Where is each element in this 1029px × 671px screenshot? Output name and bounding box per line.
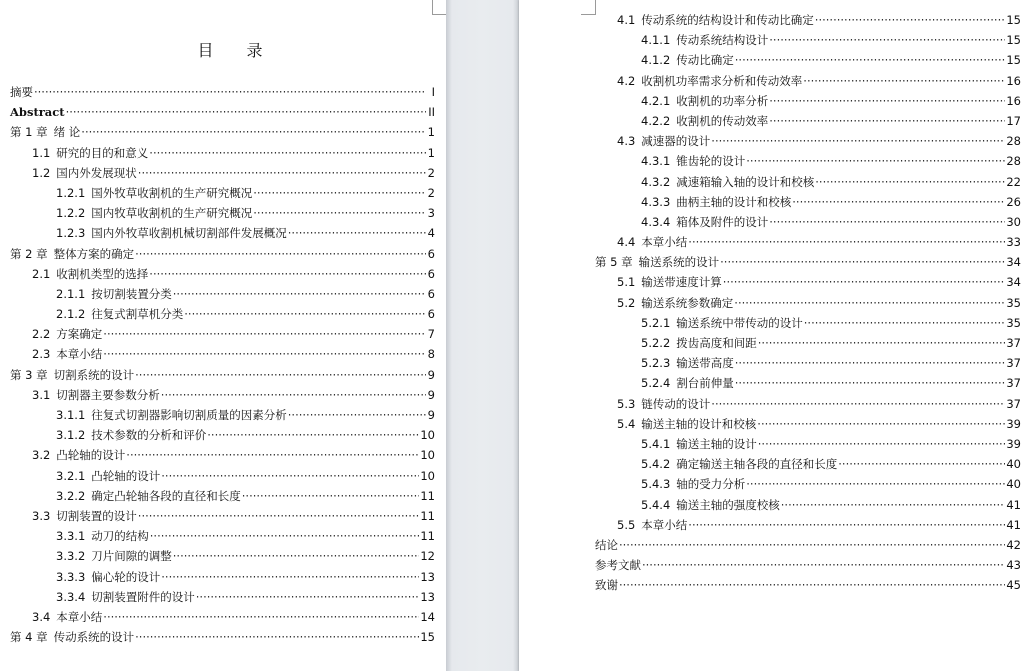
- toc-entry-number: 2.2: [32, 327, 51, 342]
- toc-page-number: 42: [1006, 537, 1021, 552]
- toc-page-number: 11: [420, 508, 435, 523]
- toc-entry[interactable]: [10, 365, 435, 385]
- toc-dot-leader: [184, 304, 426, 324]
- toc-entry-number: 3.3.4: [56, 589, 86, 604]
- toc-entry[interactable]: [595, 474, 1021, 494]
- toc-entry-number: 4.3.2: [641, 174, 671, 189]
- toc-entry-number: 2.1.2: [56, 307, 86, 322]
- toc-entry[interactable]: [10, 567, 435, 587]
- toc-entry-label: 箱体及附件的设计: [676, 214, 769, 229]
- toc-page-number: 11: [420, 488, 435, 503]
- toc-entry-number: 5.4.1: [641, 436, 671, 451]
- toc-entry[interactable]: [10, 284, 435, 304]
- toc-entry-label: Abstract: [10, 105, 65, 120]
- toc-entry[interactable]: [10, 445, 435, 465]
- toc-entry[interactable]: [595, 252, 1021, 272]
- toc-entry-label: 方案确定: [56, 327, 103, 342]
- toc-entry-number: 3.2: [32, 448, 51, 463]
- toc-dot-leader: [769, 111, 1005, 131]
- toc-page-number: 34: [1006, 255, 1021, 270]
- toc-entry[interactable]: [595, 394, 1021, 414]
- toc-entry-number: 4.3.4: [641, 214, 671, 229]
- toc-entry-number: 4.3: [617, 134, 636, 149]
- toc-page-number: 10: [420, 468, 435, 483]
- toc-page-number: 41: [1006, 497, 1021, 512]
- toc-entry-label: 链传动的设计: [641, 396, 711, 411]
- toc-page-number: 37: [1006, 376, 1021, 391]
- toc-page-number: 12: [420, 549, 435, 564]
- toc-page-number: 28: [1006, 154, 1021, 169]
- document-page-right: [519, 0, 1029, 671]
- toc-dot-leader: [642, 555, 1005, 575]
- toc-entry-label: 偏心轮的设计: [91, 569, 161, 584]
- toc-entry[interactable]: [10, 506, 435, 526]
- toc-dot-leader: [758, 434, 1006, 454]
- toc-entry[interactable]: [10, 486, 435, 506]
- toc-entry[interactable]: [595, 313, 1021, 333]
- toc-page-number: 40: [1006, 477, 1021, 492]
- toc-dot-leader: [103, 607, 419, 627]
- toc-entry-number: 3.1: [32, 387, 51, 402]
- toc-entry-label: 曲柄主轴的设计和校核: [676, 194, 792, 209]
- toc-dot-leader: [804, 313, 1006, 333]
- toc-entry[interactable]: [595, 50, 1021, 70]
- toc-page-number: 2: [427, 185, 435, 200]
- page-corner-mark: [432, 0, 446, 15]
- toc-page-number: 15: [1006, 53, 1021, 68]
- toc-entry-number: 3.1.1: [56, 408, 86, 422]
- toc-entry[interactable]: [595, 414, 1021, 434]
- toc-dot-leader: [34, 82, 426, 102]
- toc-page-number: 15: [1006, 33, 1021, 48]
- toc-dot-leader: [253, 203, 426, 223]
- toc-entry[interactable]: [10, 102, 435, 122]
- toc-entry-label: 锥齿轮的设计: [676, 154, 746, 169]
- toc-entry-number: 4.1.1: [641, 33, 671, 48]
- toc-dot-leader: [103, 344, 426, 364]
- toc-entry[interactable]: [595, 212, 1021, 232]
- toc-page-number: 15: [420, 630, 435, 645]
- toc-entry[interactable]: [595, 434, 1021, 454]
- toc-entry[interactable]: [595, 515, 1021, 535]
- toc-dot-leader: [815, 10, 1006, 30]
- toc-entry-label: 确定输送主轴各段的直径和长度: [676, 457, 838, 472]
- toc-entry[interactable]: [595, 293, 1021, 313]
- toc-entry[interactable]: [595, 30, 1021, 50]
- toc-page-number: 9: [427, 387, 435, 402]
- toc-dot-leader: [711, 131, 1005, 151]
- toc-entry-number: 1.2: [32, 165, 51, 180]
- toc-entry-label: 收割机类型的选择: [56, 266, 149, 281]
- toc-entry[interactable]: [10, 526, 435, 546]
- toc-entry[interactable]: [10, 223, 435, 243]
- toc-entry[interactable]: [595, 495, 1021, 515]
- toc-entry-label: 确定凸轮轴各段的直径和长度: [91, 488, 241, 503]
- toc-dot-leader: [161, 466, 419, 486]
- toc-entry-label: 传动比确定: [676, 53, 734, 68]
- toc-dot-leader: [781, 495, 1006, 515]
- toc-dot-leader: [735, 50, 1006, 70]
- toc-dot-leader: [138, 163, 426, 183]
- toc-dot-leader: [135, 365, 426, 385]
- toc-page-number: 39: [1006, 416, 1021, 431]
- toc-dot-leader: [746, 474, 1005, 494]
- toc-entry-number: 5.2.4: [641, 376, 671, 391]
- toc-dot-leader: [253, 183, 426, 203]
- toc-entry[interactable]: [10, 324, 435, 344]
- toc-dot-leader: [769, 30, 1005, 50]
- toc-entry-number: 3.3.1: [56, 529, 86, 544]
- toc-page-number: 1: [427, 125, 435, 140]
- toc-entry-label: 往复式切割器影响切割质量的因素分析: [91, 408, 287, 422]
- toc-dot-leader: [815, 172, 1005, 192]
- toc-page-number: 16: [1006, 93, 1021, 108]
- toc-dot-leader: [161, 385, 426, 405]
- toc-entry[interactable]: [10, 183, 435, 203]
- toc-entry-label: 切割装置附件的设计: [91, 589, 195, 604]
- toc-page-number: 40: [1006, 457, 1021, 472]
- toc-dot-leader: [161, 567, 419, 587]
- toc-entry-label: 凸轮轴的设计: [91, 468, 161, 483]
- toc-page-number: 16: [1006, 73, 1021, 88]
- toc-dot-leader: [196, 587, 420, 607]
- toc-entry[interactable]: [595, 111, 1021, 131]
- toc-dot-leader: [149, 264, 426, 284]
- toc-page-number: 39: [1006, 436, 1021, 451]
- toc-entry-number: 4.3.3: [641, 194, 671, 209]
- toc-page-number: 33: [1006, 235, 1021, 250]
- toc-title: 目 录: [197, 41, 277, 60]
- toc-page-number: 22: [1006, 174, 1021, 189]
- toc-entry-number: 第 2 章: [10, 246, 48, 261]
- toc-page-number: 6: [427, 286, 435, 301]
- toc-entry-number: 4.4: [617, 235, 636, 250]
- toc-dot-leader: [619, 575, 1005, 595]
- document-page-left: [0, 0, 446, 671]
- toc-page-number: 14: [420, 609, 435, 624]
- toc-entry-number: 3.1.2: [56, 428, 86, 443]
- toc-entry-label: 传动系统的设计: [53, 630, 135, 645]
- toc-entry-label: 结论: [595, 537, 618, 552]
- toc-entry[interactable]: [10, 385, 435, 405]
- toc-entry[interactable]: [10, 546, 435, 566]
- toc-entry[interactable]: [10, 425, 435, 445]
- toc-dot-leader: [769, 212, 1005, 232]
- page-gutter: [446, 0, 519, 671]
- toc-dot-leader: [723, 272, 1006, 292]
- toc-page-number: 9: [427, 367, 435, 382]
- toc-entry-label: 输送主轴的设计和校核: [641, 416, 757, 431]
- toc-entry-number: 1.2.1: [56, 185, 86, 200]
- toc-entry-label: 按切割装置分类: [91, 286, 172, 301]
- toc-entry-label: 传动系统结构设计: [676, 33, 769, 48]
- toc-entry-number: 4.1.2: [641, 53, 671, 68]
- toc-entry[interactable]: [595, 192, 1021, 212]
- toc-entry-number: 5.2.1: [641, 315, 671, 330]
- toc-page-number: 41: [1006, 517, 1021, 532]
- toc-entry-number: 3.4: [32, 609, 51, 624]
- toc-entry[interactable]: [595, 10, 1021, 30]
- toc-dot-leader: [735, 373, 1006, 393]
- toc-page-number: 6: [427, 266, 435, 281]
- toc-entry-number: 3.3.2: [56, 549, 86, 564]
- toc-entry-number: 5.2: [617, 295, 636, 310]
- toc-dot-leader: [242, 486, 420, 506]
- toc-entry[interactable]: [10, 143, 435, 163]
- toc-dot-leader: [619, 535, 1005, 555]
- toc-entry-number: 第 5 章: [595, 255, 633, 270]
- toc-dot-leader: [803, 71, 1005, 91]
- toc-entry-label: 往复式割草机分类: [91, 307, 184, 322]
- toc-page-number: 9: [427, 408, 435, 422]
- toc-entry-number: 5.4.3: [641, 477, 671, 492]
- toc-dot-leader: [66, 102, 426, 122]
- toc-page-number: 1: [427, 145, 435, 160]
- toc-dot-leader: [207, 425, 419, 445]
- toc-page-number: 2: [427, 165, 435, 180]
- toc-entry-number: 4.3.1: [641, 154, 671, 169]
- toc-entry[interactable]: [10, 344, 435, 364]
- toc-dot-leader: [126, 445, 419, 465]
- toc-dot-leader: [711, 394, 1005, 414]
- toc-dot-leader: [81, 122, 426, 142]
- toc-dot-leader: [288, 223, 426, 243]
- toc-entry-number: 5.1: [617, 275, 636, 290]
- toc-dot-leader: [735, 353, 1006, 373]
- toc-entry[interactable]: [595, 151, 1021, 171]
- toc-page-number: 10: [420, 448, 435, 463]
- toc-page-number: 35: [1006, 315, 1021, 330]
- toc-entry-number: 5.5: [617, 517, 636, 532]
- toc-entry-number: 5.4.4: [641, 497, 671, 512]
- toc-entry-number: 1.2.3: [56, 226, 86, 241]
- toc-entry-label: 本章小结: [641, 517, 688, 532]
- toc-entry[interactable]: [10, 163, 435, 183]
- toc-entry-label: 输送带高度: [676, 356, 734, 371]
- toc-entry-label: 减速器的设计: [641, 134, 711, 149]
- toc-page-number: 37: [1006, 396, 1021, 411]
- toc-page-number: I: [431, 85, 435, 99]
- toc-entry-label: 绪 论: [53, 125, 81, 140]
- toc-entry-label: 拨齿高度和间距: [676, 336, 757, 350]
- toc-entry-number: 5.2.2: [641, 336, 671, 350]
- toc-page-number: 4: [427, 226, 435, 241]
- toc-entry-label: 动刀的结构: [91, 529, 149, 544]
- toc-entry-number: 4.2.2: [641, 113, 671, 128]
- toc-entry-number: 4.2: [617, 73, 636, 88]
- toc-entry-label: 参考文献: [595, 558, 641, 573]
- toc-page-number: 34: [1006, 275, 1021, 290]
- toc-entry-label: 本章小结: [641, 235, 688, 250]
- toc-page-number: 13: [420, 569, 435, 584]
- toc-entry-label: 传动系统的结构设计和传动比确定: [641, 13, 814, 27]
- toc-entry-number: 4.1: [617, 13, 636, 27]
- toc-page-number: 43: [1006, 558, 1021, 573]
- toc-entry-label: 研究的目的和意义: [56, 145, 149, 160]
- toc-entry-number: 3.2.2: [56, 488, 86, 503]
- toc-page-number: 3: [427, 206, 435, 221]
- toc-entry-number: 3.3.3: [56, 569, 86, 584]
- toc-entry[interactable]: [10, 244, 435, 264]
- toc-page-number: II: [428, 105, 435, 120]
- toc-page-number: 6: [427, 246, 435, 261]
- toc-entry-number: 第 4 章: [10, 630, 48, 645]
- toc-dot-leader: [838, 454, 1005, 474]
- toc-entry-label: 输送带速度计算: [641, 275, 722, 290]
- toc-entry[interactable]: [595, 272, 1021, 292]
- toc-entry-label: 切割器主要参数分析: [56, 387, 160, 402]
- toc-dot-leader: [173, 546, 420, 566]
- toc-dot-leader: [758, 333, 1006, 353]
- toc-entry[interactable]: [10, 122, 435, 142]
- toc-entry-number: 第 1 章: [10, 125, 48, 140]
- toc-entry[interactable]: [595, 555, 1021, 575]
- toc-page-number: 10: [420, 428, 435, 443]
- toc-page-number: 13: [420, 589, 435, 604]
- toc-entry[interactable]: [595, 373, 1021, 393]
- toc-dot-leader: [103, 324, 426, 344]
- toc-page-number: 8: [427, 347, 435, 362]
- toc-entry-number: 5.4.2: [641, 457, 671, 472]
- toc-entry-label: 国内外牧草收割机械切割部件发展概况: [91, 226, 287, 241]
- toc-entry-label: 输送主轴的设计: [676, 436, 757, 451]
- toc-entry[interactable]: [10, 203, 435, 223]
- toc-page-number: 11: [420, 529, 435, 544]
- toc-dot-leader: [734, 293, 1005, 313]
- toc-entry[interactable]: [10, 82, 435, 102]
- toc-page-number: 30: [1006, 214, 1021, 229]
- toc-entry-label: 摘要: [10, 85, 33, 99]
- toc-entry[interactable]: [595, 333, 1021, 353]
- toc-entry-number: 5.2.3: [641, 356, 671, 371]
- toc-entry[interactable]: [595, 131, 1021, 151]
- toc-entry-label: 本章小结: [56, 609, 103, 624]
- toc-entry-number: 3.2.1: [56, 468, 86, 483]
- toc-entry-label: 国内外发展现状: [56, 165, 137, 180]
- toc-dot-leader: [720, 252, 1005, 272]
- toc-entry-number: 2.1.1: [56, 286, 86, 301]
- toc-entry-number: 2.3: [32, 347, 51, 362]
- toc-page-number: 37: [1006, 336, 1021, 350]
- toc-dot-leader: [792, 192, 1005, 212]
- toc-entry-label: 轴的受力分析: [676, 477, 746, 492]
- toc-dot-leader: [135, 627, 419, 647]
- toc-entry-label: 致谢: [595, 578, 618, 593]
- toc-page-number: 35: [1006, 295, 1021, 310]
- toc-entry-label: 输送主轴的强度校核: [676, 497, 780, 512]
- toc-dot-leader: [150, 526, 420, 546]
- toc-page-number: 26: [1006, 194, 1021, 209]
- toc-entry[interactable]: [10, 264, 435, 284]
- toc-entry[interactable]: [595, 172, 1021, 192]
- toc-entry-label: 技术参数的分析和评价: [91, 428, 207, 443]
- toc-entry[interactable]: [595, 454, 1021, 474]
- toc-page-number: 28: [1006, 134, 1021, 149]
- toc-entry-label: 输送系统中带传动的设计: [676, 315, 803, 330]
- toc-entry-label: 收割机的传动效率: [676, 113, 769, 128]
- toc-entry-number: 1.1: [32, 145, 51, 160]
- toc-entry[interactable]: [10, 304, 435, 324]
- toc-entry-label: 凸轮轴的设计: [56, 448, 126, 463]
- toc-entry[interactable]: [10, 607, 435, 627]
- toc-entry-label: 切割装置的设计: [56, 508, 137, 523]
- toc-entry[interactable]: [10, 466, 435, 486]
- toc-entry[interactable]: [10, 405, 435, 425]
- toc-entry-label: 收割机功率需求分析和传动效率: [641, 73, 803, 88]
- toc-dot-leader: [769, 91, 1005, 111]
- toc-entry-number: 5.4: [617, 416, 636, 431]
- toc-entry-label: 国内牧草收割机的生产研究概况: [91, 206, 253, 221]
- toc-dot-leader: [688, 515, 1005, 535]
- toc-dot-leader: [135, 244, 426, 264]
- toc-dot-leader: [688, 232, 1005, 252]
- toc-entry-label: 输送系统参数确定: [641, 295, 734, 310]
- toc-dot-leader: [138, 506, 420, 526]
- toc-page-number: 7: [427, 327, 435, 342]
- toc-dot-leader: [757, 414, 1005, 434]
- toc-entry-label: 减速箱输入轴的设计和校核: [676, 174, 815, 189]
- toc-dot-leader: [149, 143, 426, 163]
- toc-entry-number: 5.3: [617, 396, 636, 411]
- toc-entry-label: 割台前伸量: [676, 376, 734, 391]
- toc-page-number: 45: [1006, 578, 1021, 593]
- toc-entry[interactable]: [595, 353, 1021, 373]
- toc-entry-label: 整体方案的确定: [53, 246, 135, 261]
- toc-entry[interactable]: [595, 535, 1021, 555]
- toc-list-right: [595, 10, 1021, 595]
- toc-dot-leader: [288, 405, 426, 425]
- toc-entry[interactable]: [595, 91, 1021, 111]
- toc-page-number: 15: [1006, 13, 1021, 27]
- toc-entry-label: 本章小结: [56, 347, 103, 362]
- toc-entry-number: 3.3: [32, 508, 51, 523]
- toc-entry-number: 2.1: [32, 266, 51, 281]
- toc-dot-leader: [173, 284, 426, 304]
- toc-entry[interactable]: [10, 627, 435, 647]
- toc-dot-leader: [746, 151, 1005, 171]
- toc-page-number: 17: [1006, 113, 1021, 128]
- toc-page-number: 6: [427, 307, 435, 322]
- toc-entry-label: 切割系统的设计: [53, 367, 135, 382]
- toc-entry[interactable]: [595, 575, 1021, 595]
- toc-entry-number: 4.2.1: [641, 93, 671, 108]
- toc-entry-number: 第 3 章: [10, 367, 48, 382]
- toc-entry-label: 输送系统的设计: [638, 255, 720, 270]
- toc-entry[interactable]: [10, 587, 435, 607]
- toc-page-number: 37: [1006, 356, 1021, 371]
- toc-entry-label: 收割机的功率分析: [676, 93, 769, 108]
- toc-entry[interactable]: [595, 71, 1021, 91]
- toc-entry[interactable]: [595, 232, 1021, 252]
- toc-entry-label: 国外牧草收割机的生产研究概况: [91, 185, 253, 200]
- toc-entry-number: 1.2.2: [56, 206, 86, 221]
- toc-entry-label: 刀片间隙的调整: [91, 549, 172, 564]
- toc-list-left: [10, 82, 435, 647]
- page-corner-mark: [581, 0, 596, 15]
